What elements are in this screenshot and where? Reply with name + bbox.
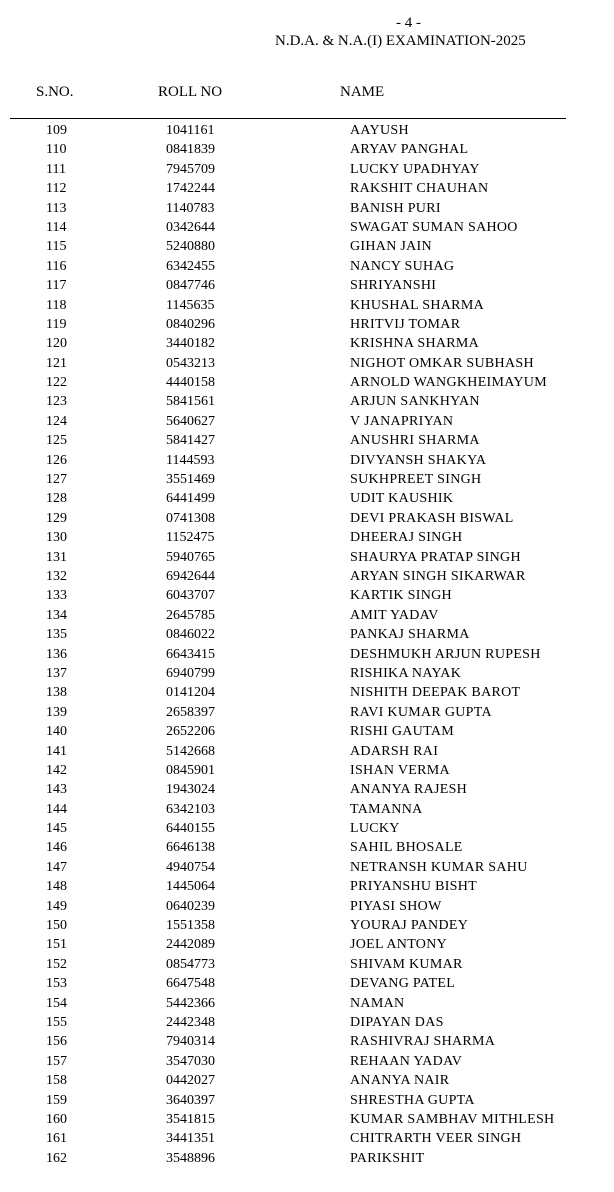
table-row	[0, 392, 614, 411]
roll-no-cell: 5940765	[166, 549, 215, 565]
roll-no-cell: 1742244	[166, 181, 215, 197]
table-row	[0, 664, 614, 683]
roll-no-cell: 0840296	[166, 316, 215, 332]
table-row	[0, 742, 614, 761]
sno-cell: 148	[46, 879, 67, 895]
name-cell: DHEERAJ SINGH	[350, 530, 463, 546]
name-cell: YOURAJ PANDEY	[350, 918, 469, 934]
name-cell: ARYAV PANGHAL	[350, 142, 469, 158]
table-row	[0, 1032, 614, 1051]
sno-cell: 131	[46, 549, 67, 565]
table-row	[0, 431, 614, 450]
name-cell: TAMANNA	[350, 801, 423, 817]
sno-cell: 156	[46, 1034, 67, 1050]
table-row	[0, 858, 614, 877]
name-cell: ARJUN SANKHYAN	[350, 394, 480, 410]
sno-cell: 155	[46, 1014, 67, 1030]
sno-cell: 116	[46, 258, 67, 274]
name-cell: SAHIL BHOSALE	[350, 840, 463, 856]
table-row	[0, 567, 614, 586]
table-row	[0, 897, 614, 916]
name-cell: ARNOLD WANGKHEIMAYUM	[350, 375, 547, 391]
sno-cell: 125	[46, 433, 67, 449]
name-cell: DIVYANSH SHAKYA	[350, 452, 487, 468]
roll-no-cell: 2652206	[166, 724, 215, 740]
roll-no-cell: 0847746	[166, 278, 215, 294]
roll-no-cell: 6647548	[166, 976, 215, 992]
sno-cell: 146	[46, 840, 67, 856]
name-cell: BANISH PURI	[350, 200, 441, 216]
roll-no-cell: 6342103	[166, 801, 215, 817]
sno-cell: 152	[46, 956, 67, 972]
roll-no-cell: 6942644	[166, 568, 215, 584]
name-cell: ANUSHRI SHARMA	[350, 433, 480, 449]
roll-no-cell: 5142668	[166, 743, 215, 759]
sno-cell: 154	[46, 995, 67, 1011]
results-table	[0, 121, 614, 1168]
table-row	[0, 1129, 614, 1148]
table-row	[0, 955, 614, 974]
name-cell: RASHIVRAJ SHARMA	[350, 1034, 496, 1050]
sno-cell: 147	[46, 859, 67, 875]
name-cell: DEVI PRAKASH BISWAL	[350, 510, 514, 526]
roll-no-cell: 0841839	[166, 142, 215, 158]
name-cell: V JANAPRIYAN	[350, 413, 454, 429]
name-cell: NANCY SUHAG	[350, 258, 455, 274]
table-row	[0, 1013, 614, 1032]
sno-cell: 162	[46, 1150, 67, 1166]
name-cell: AMIT YADAV	[350, 607, 439, 623]
sno-cell: 126	[46, 452, 67, 468]
column-headers	[0, 82, 614, 102]
roll-no-cell: 6440155	[166, 821, 215, 837]
roll-no-cell: 0854773	[166, 956, 215, 972]
name-cell: SHRIYANSHI	[350, 278, 437, 294]
sno-cell: 119	[46, 316, 67, 332]
roll-no-cell: 5841561	[166, 394, 215, 410]
roll-no-cell: 1144593	[166, 452, 215, 468]
roll-no-cell: 5640627	[166, 413, 215, 429]
name-cell: PIYASI SHOW	[350, 898, 442, 914]
table-row	[0, 509, 614, 528]
name-cell: ARYAN SINGH SIKARWAR	[350, 568, 526, 584]
roll-no-cell: 3547030	[166, 1053, 215, 1069]
table-row	[0, 819, 614, 838]
sno-cell: 127	[46, 472, 67, 488]
sno-cell: 149	[46, 898, 67, 914]
name-cell: SWAGAT SUMAN SAHOO	[350, 219, 518, 235]
sno-cell: 142	[46, 762, 67, 778]
table-row	[0, 1149, 614, 1168]
name-cell: RISHI GAUTAM	[350, 724, 454, 740]
column-header-roll-no: ROLL NO	[158, 84, 223, 100]
table-row	[0, 1071, 614, 1090]
sno-cell: 134	[46, 607, 67, 623]
name-cell: DEVANG PATEL	[350, 976, 456, 992]
table-row	[0, 470, 614, 489]
table-row	[0, 218, 614, 237]
sno-cell: 160	[46, 1111, 67, 1127]
name-cell: PARIKSHIT	[350, 1150, 425, 1166]
name-cell: HRITVIJ TOMAR	[350, 316, 461, 332]
table-row	[0, 237, 614, 256]
table-row	[0, 780, 614, 799]
sno-cell: 153	[46, 976, 67, 992]
name-cell: RAVI KUMAR GUPTA	[350, 704, 492, 720]
sno-cell: 141	[46, 743, 67, 759]
name-cell: ISHAN VERMA	[350, 762, 450, 778]
table-row	[0, 606, 614, 625]
table-row	[0, 877, 614, 896]
sno-cell: 124	[46, 413, 67, 429]
name-cell: JOEL ANTONY	[350, 937, 448, 953]
sno-cell: 121	[46, 355, 67, 371]
sno-cell: 120	[46, 336, 67, 352]
sno-cell: 110	[46, 142, 67, 158]
table-row	[0, 800, 614, 819]
table-row	[0, 974, 614, 993]
roll-no-cell: 5841427	[166, 433, 215, 449]
table-row	[0, 761, 614, 780]
roll-no-cell: 3640397	[166, 1092, 215, 1108]
roll-no-cell: 0342644	[166, 219, 215, 235]
table-row	[0, 916, 614, 935]
table-row	[0, 703, 614, 722]
table-row	[0, 489, 614, 508]
table-row	[0, 276, 614, 295]
sno-cell: 128	[46, 491, 67, 507]
name-cell: PRIYANSHU BISHT	[350, 879, 478, 895]
sno-cell: 122	[46, 375, 67, 391]
name-cell: KHUSHAL SHARMA	[350, 297, 484, 313]
roll-no-cell: 3548896	[166, 1150, 215, 1166]
table-row	[0, 354, 614, 373]
table-row	[0, 838, 614, 857]
name-cell: DESHMUKH ARJUN RUPESH	[350, 646, 541, 662]
roll-no-cell: 1943024	[166, 782, 215, 798]
sno-cell: 123	[46, 394, 67, 410]
sno-cell: 118	[46, 297, 67, 313]
table-row	[0, 179, 614, 198]
roll-no-cell: 7945709	[166, 161, 215, 177]
roll-no-cell: 1145635	[166, 297, 215, 313]
roll-no-cell: 0741308	[166, 510, 215, 526]
roll-no-cell: 1445064	[166, 879, 215, 895]
name-cell: KARTIK SINGH	[350, 588, 452, 604]
roll-no-cell: 4440158	[166, 375, 215, 391]
page-number: - 4 -	[396, 15, 421, 31]
roll-no-cell: 1041161	[166, 123, 215, 138]
name-cell: UDIT KAUSHIK	[350, 491, 454, 507]
sno-cell: 113	[46, 200, 67, 216]
sno-cell: 117	[46, 278, 67, 294]
table-row	[0, 1110, 614, 1129]
table-row	[0, 994, 614, 1013]
roll-no-cell: 0845901	[166, 762, 215, 778]
sno-cell: 109	[46, 123, 67, 138]
name-cell: ANANYA RAJESH	[350, 782, 468, 798]
sno-cell: 111	[46, 161, 66, 177]
sno-cell: 143	[46, 782, 67, 798]
table-row	[0, 935, 614, 954]
roll-no-cell: 6646138	[166, 840, 215, 856]
sno-cell: 114	[46, 219, 67, 235]
roll-no-cell: 0141204	[166, 685, 215, 701]
table-row	[0, 257, 614, 276]
table-row	[0, 160, 614, 179]
roll-no-cell: 6643415	[166, 646, 215, 662]
name-cell: RISHIKA NAYAK	[350, 665, 462, 681]
roll-no-cell: 6043707	[166, 588, 215, 604]
sno-cell: 151	[46, 937, 67, 953]
sno-cell: 115	[46, 239, 67, 255]
table-row	[0, 334, 614, 353]
sno-cell: 139	[46, 704, 67, 720]
roll-no-cell: 2442089	[166, 937, 215, 953]
roll-no-cell: 0846022	[166, 627, 215, 643]
roll-no-cell: 2645785	[166, 607, 215, 623]
sno-cell: 129	[46, 510, 67, 526]
roll-no-cell: 2442348	[166, 1014, 215, 1030]
name-cell: REHAAN YADAV	[350, 1053, 463, 1069]
sno-cell: 130	[46, 530, 67, 546]
sno-cell: 140	[46, 724, 67, 740]
name-cell: KRISHNA SHARMA	[350, 336, 480, 352]
name-cell: NAMAN	[350, 995, 405, 1011]
roll-no-cell: 1152475	[166, 530, 215, 546]
sno-cell: 145	[46, 821, 67, 837]
table-row	[0, 315, 614, 334]
roll-no-cell: 6940799	[166, 665, 215, 681]
sno-cell: 159	[46, 1092, 67, 1108]
sno-cell: 144	[46, 801, 67, 817]
sno-cell: 137	[46, 665, 67, 681]
name-cell: AAYUSH	[350, 123, 409, 138]
roll-no-cell: 5240880	[166, 239, 215, 255]
table-row	[0, 412, 614, 431]
table-row	[0, 625, 614, 644]
name-cell: NETRANSH KUMAR SAHU	[350, 859, 528, 875]
sno-cell: 161	[46, 1131, 67, 1147]
roll-no-cell: 1551358	[166, 918, 215, 934]
table-row	[0, 296, 614, 315]
sno-cell: 132	[46, 568, 67, 584]
name-cell: SHRESTHA GUPTA	[350, 1092, 475, 1108]
roll-no-cell: 7940314	[166, 1034, 215, 1050]
table-row	[0, 1091, 614, 1110]
table-row	[0, 121, 614, 140]
table-row	[0, 722, 614, 741]
name-cell: SUKHPREET SINGH	[350, 472, 482, 488]
name-cell: NIGHOT OMKAR SUBHASH	[350, 355, 534, 371]
sno-cell: 150	[46, 918, 67, 934]
table-row	[0, 1052, 614, 1071]
roll-no-cell: 4940754	[166, 859, 215, 875]
roll-no-cell: 0442027	[166, 1073, 215, 1089]
name-cell: PANKAJ SHARMA	[350, 627, 470, 643]
roll-no-cell: 3441351	[166, 1131, 215, 1147]
sno-cell: 157	[46, 1053, 67, 1069]
roll-no-cell: 0543213	[166, 355, 215, 371]
table-row	[0, 373, 614, 392]
sno-cell: 138	[46, 685, 67, 701]
roll-no-cell: 6441499	[166, 491, 215, 507]
name-cell: ADARSH RAI	[350, 743, 439, 759]
name-cell: KUMAR SAMBHAV MITHLESH	[350, 1111, 555, 1127]
roll-no-cell: 5442366	[166, 995, 215, 1011]
table-row	[0, 548, 614, 567]
exam-title: N.D.A. & N.A.(I) EXAMINATION-2025	[275, 33, 526, 49]
roll-no-cell: 6342455	[166, 258, 215, 274]
name-cell: LUCKY UPADHYAY	[350, 161, 480, 177]
name-cell: ANANYA NAIR	[350, 1073, 450, 1089]
sno-cell: 158	[46, 1073, 67, 1089]
roll-no-cell: 0640239	[166, 898, 215, 914]
roll-no-cell: 3541815	[166, 1111, 215, 1127]
roll-no-cell: 3551469	[166, 472, 215, 488]
sno-cell: 112	[46, 181, 67, 197]
name-cell: CHITRARTH VEER SINGH	[350, 1131, 522, 1147]
table-row	[0, 199, 614, 218]
sno-cell: 133	[46, 588, 67, 604]
name-cell: NISHITH DEEPAK BAROT	[350, 685, 521, 701]
sno-cell: 136	[46, 646, 67, 662]
roll-no-cell: 1140783	[166, 200, 215, 216]
name-cell: LUCKY	[350, 821, 400, 837]
name-cell: DIPAYAN DAS	[350, 1014, 444, 1030]
column-header-sno: S.NO.	[36, 84, 74, 100]
header-divider	[10, 118, 566, 119]
roll-no-cell: 2658397	[166, 704, 215, 720]
table-row	[0, 645, 614, 664]
table-row	[0, 451, 614, 470]
sno-cell: 135	[46, 627, 67, 643]
table-row	[0, 683, 614, 702]
table-row	[0, 140, 614, 159]
table-row	[0, 586, 614, 605]
name-cell: GIHAN JAIN	[350, 239, 432, 255]
name-cell: SHAURYA PRATAP SINGH	[350, 549, 521, 565]
name-cell: SHIVAM KUMAR	[350, 956, 463, 972]
table-row	[0, 528, 614, 547]
column-header-name: NAME	[340, 84, 385, 100]
name-cell: RAKSHIT CHAUHAN	[350, 181, 489, 197]
roll-no-cell: 3440182	[166, 336, 215, 352]
